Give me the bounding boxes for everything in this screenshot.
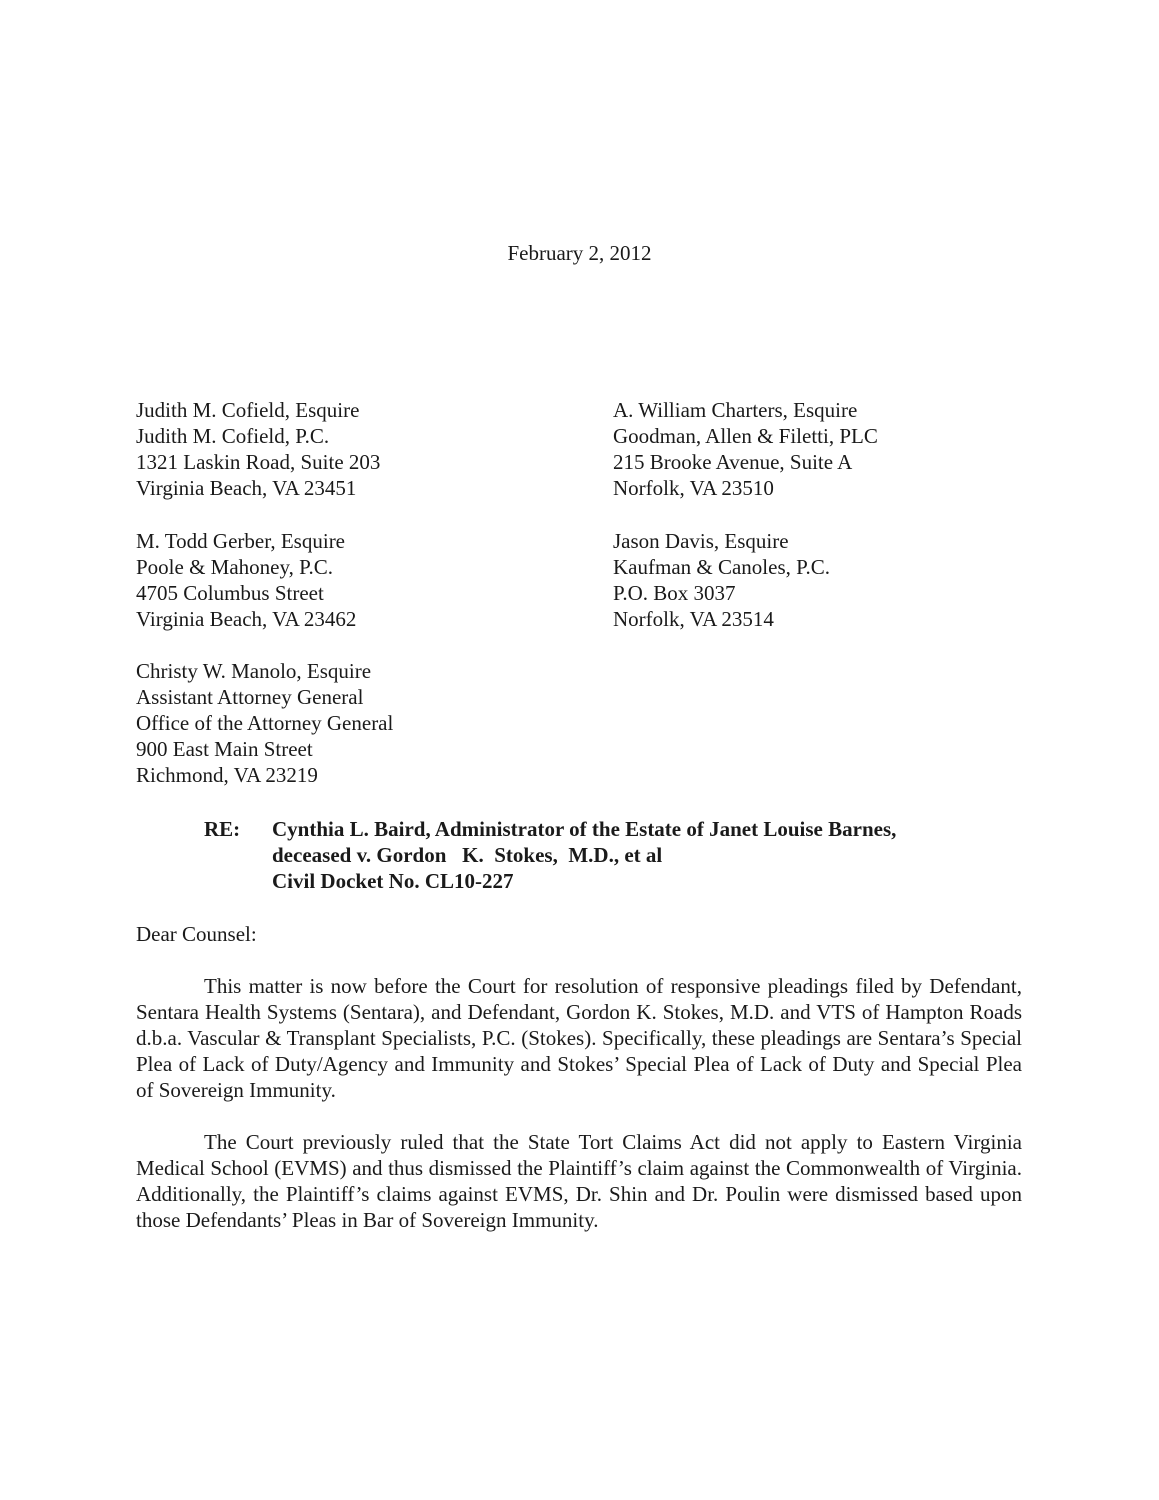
recipient-street: 4705 Columbus Street [136,581,324,605]
letter-date: February 2, 2012 [507,241,652,265]
recipient-name: Christy W. Manolo, Esquire [136,659,372,683]
recipient-firm: Poole & Mahoney, P.C. [136,555,333,579]
salutation: Dear Counsel: [136,922,257,946]
recipient-city: Virginia Beach, VA 23451 [136,476,357,500]
recipient-city: Norfolk, VA 23514 [613,607,774,631]
recipient-street: 1321 Laskin Road, Suite 203 [136,450,381,474]
recipient-address-block [136,397,380,501]
recipient-city: Richmond, VA 23219 [136,763,318,787]
recipient-street: 215 Brooke Avenue, Suite A [613,450,853,474]
re-line: Civil Docket No. CL10-227 [272,869,514,893]
recipient-firm: Goodman, Allen & Filetti, PLC [613,424,878,448]
recipient-address-block [613,528,830,632]
recipient-office: Office of the Attorney General [136,711,394,735]
recipient-firm: Kaufman & Canoles, P.C. [613,555,830,579]
recipient-title: Assistant Attorney General [136,685,364,709]
recipient-name: Judith M. Cofield, Esquire [136,398,360,422]
recipient-address-block [613,397,878,501]
recipient-street: 900 East Main Street [136,737,313,761]
re-case-caption [272,816,1012,894]
recipient-street: P.O. Box 3037 [613,581,736,605]
re-line: deceased v. Gordon K. Stokes, M.D., et al [272,843,663,867]
body-paragraph: The Court previously ruled that the State Tort Claims Act did not apply to Eastern Virginia Medical School (EVMS) and thus dismissed the Plaintiff’s claim against the Commonwealth of Virginia. Additionally, the Plaintiff’s claims against EVMS, Dr. Shin and Dr. Poulin were dismissed based upon those Defendants’ Pleas in Bar of Sovereign Immunity. [136,1130,1022,1232]
recipient-name: A. William Charters, Esquire [613,398,858,422]
recipient-name: M. Todd Gerber, Esquire [136,529,346,553]
re-label: RE: [204,817,241,841]
recipient-address-block [136,528,356,632]
recipient-firm: Judith M. Cofield, P.C. [136,424,330,448]
recipient-address-block [136,658,393,788]
re-line: Cynthia L. Baird, Administrator of the Estate of Janet Louise Barnes, [272,817,897,841]
body-paragraph: This matter is now before the Court for resolution of responsive pleadings filed by Defendant, Sentara Health Systems (Sentara), and Defendant, Gordon K. Stokes, M.D. and VTS of Hampton Roads d.b.a. Vascular & Transplant Specialists, P.C. (Stokes). Specifically, these pleadings are Sentara’s Special Plea of Lack of Duty/Agency and Immunity and Stokes’ Special Plea of Lack of Duty and Special Plea of Sovereign Immunity. [136,974,1022,1102]
recipient-city: Norfolk, VA 23510 [613,476,774,500]
recipient-name: Jason Davis, Esquire [613,529,789,553]
recipient-city: Virginia Beach, VA 23462 [136,607,357,631]
